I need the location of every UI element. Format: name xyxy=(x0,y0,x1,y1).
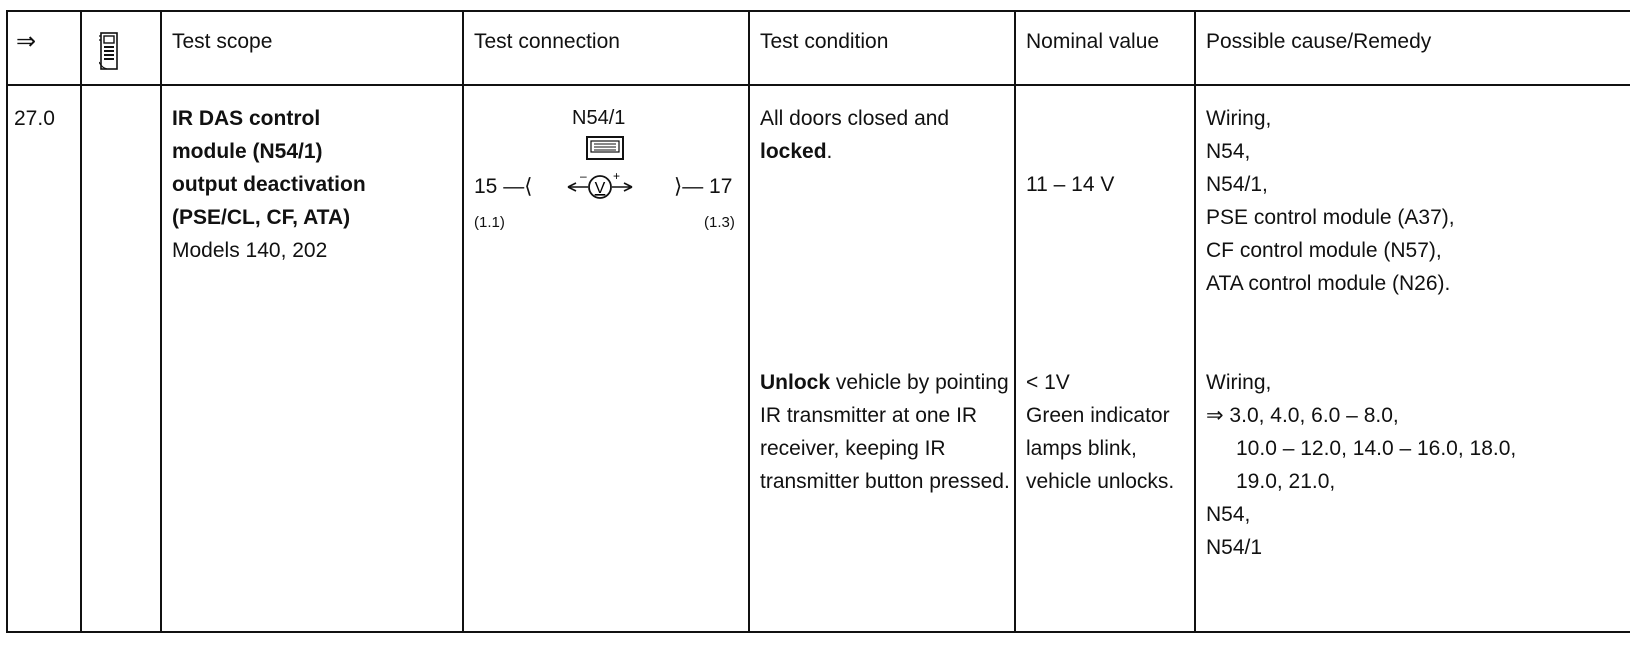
header-divider xyxy=(6,84,1630,86)
condition-1 xyxy=(760,102,949,168)
col-divider-5 xyxy=(1014,10,1016,633)
scope-line-4: (PSE/CL, CF, ATA) xyxy=(172,206,351,229)
condition-1-line-1: All doors closed and xyxy=(760,107,950,130)
test-scope xyxy=(172,102,366,267)
header-test-condition: Test condition xyxy=(760,30,889,53)
header-test-scope: Test scope xyxy=(172,30,273,53)
voltmeter-label: V xyxy=(594,180,606,197)
pin-left-sub: (1.1) xyxy=(474,214,505,231)
col-divider-4 xyxy=(748,10,750,633)
scope-models: Models 140, 202 xyxy=(172,239,328,262)
cause-1-line-4: PSE control module (A37), xyxy=(1206,206,1455,229)
cause-2-line-1: Wiring, xyxy=(1206,371,1272,394)
pin-right-sub: (1.3) xyxy=(704,214,735,231)
step-number: 27.0 xyxy=(14,107,55,130)
condition-1-end: . xyxy=(826,140,833,163)
condition-2 xyxy=(760,366,1010,498)
nominal-2-line-3: lamps blink, xyxy=(1026,437,1137,460)
voltmeter-symbol xyxy=(566,170,636,204)
svg-text:–: – xyxy=(580,170,587,183)
condition-2-line-4: transmitter button pressed. xyxy=(760,470,1010,493)
cause-2-line-2: ⇒ 3.0, 4.0, 6.0 – 8.0, xyxy=(1206,404,1399,427)
cause-2-line-5: N54, xyxy=(1206,503,1251,526)
causes-2 xyxy=(1206,366,1516,564)
cause-2-line-3: 10.0 – 12.0, 14.0 – 16.0, 18.0, xyxy=(1236,437,1517,460)
connection-module-label: N54/1 xyxy=(572,107,626,129)
control-module-icon xyxy=(586,136,624,160)
header-arrow: ⇒ xyxy=(16,28,37,55)
cause-1-line-5: CF control module (N57), xyxy=(1206,239,1442,262)
scope-line-2: module (N54/1) xyxy=(172,140,323,163)
nominal-2-line-4: vehicle unlocks. xyxy=(1026,470,1175,493)
col-divider-0 xyxy=(6,10,8,633)
header-possible-cause: Possible cause/Remedy xyxy=(1206,30,1432,53)
header-nominal-value: Nominal value xyxy=(1026,30,1160,53)
scope-line-3: output deactivation xyxy=(172,173,366,196)
cause-2-line-4: 19.0, 21.0, xyxy=(1236,470,1336,493)
scope-line-1: IR DAS control xyxy=(172,107,321,130)
table-bottom-border xyxy=(6,631,1630,633)
condition-2-lead: vehicle by pointing xyxy=(830,371,1009,394)
nominal-1: 11 – 14 V xyxy=(1026,173,1115,196)
causes-1 xyxy=(1206,102,1455,300)
cause-2-line-6: N54/1 xyxy=(1206,536,1263,559)
header-test-connection: Test connection xyxy=(474,30,620,53)
col-divider-1 xyxy=(80,10,82,633)
cause-1-line-1: Wiring, xyxy=(1206,107,1272,130)
condition-1-bold: locked xyxy=(760,140,827,163)
nominal-2-line-2: Green indicator xyxy=(1026,404,1170,427)
condition-2-line-3: receiver, keeping IR xyxy=(760,437,946,460)
condition-2-line-1 xyxy=(760,366,1010,399)
nominal-2 xyxy=(1026,366,1174,498)
col-divider-2 xyxy=(160,10,162,633)
cause-1-line-3: N54/1, xyxy=(1206,173,1268,196)
svg-text:+: + xyxy=(613,170,621,183)
pin-left: 15 —⟨ xyxy=(474,175,533,198)
test-table xyxy=(6,10,1630,660)
table-top-border xyxy=(6,10,1630,12)
condition-1-line-2 xyxy=(760,135,949,168)
cause-1-line-6: ATA control module (N26). xyxy=(1206,272,1451,295)
cause-1-line-2: N54, xyxy=(1206,140,1251,163)
condition-2-line-2: IR transmitter at one IR xyxy=(760,404,978,427)
condition-2-bold: Unlock xyxy=(760,371,831,394)
col-divider-6 xyxy=(1194,10,1196,633)
col-divider-3 xyxy=(462,10,464,633)
tester-icon xyxy=(99,32,119,70)
pin-right: ⟩— 17 xyxy=(674,175,733,198)
nominal-2-line-1: < 1V xyxy=(1026,371,1070,394)
